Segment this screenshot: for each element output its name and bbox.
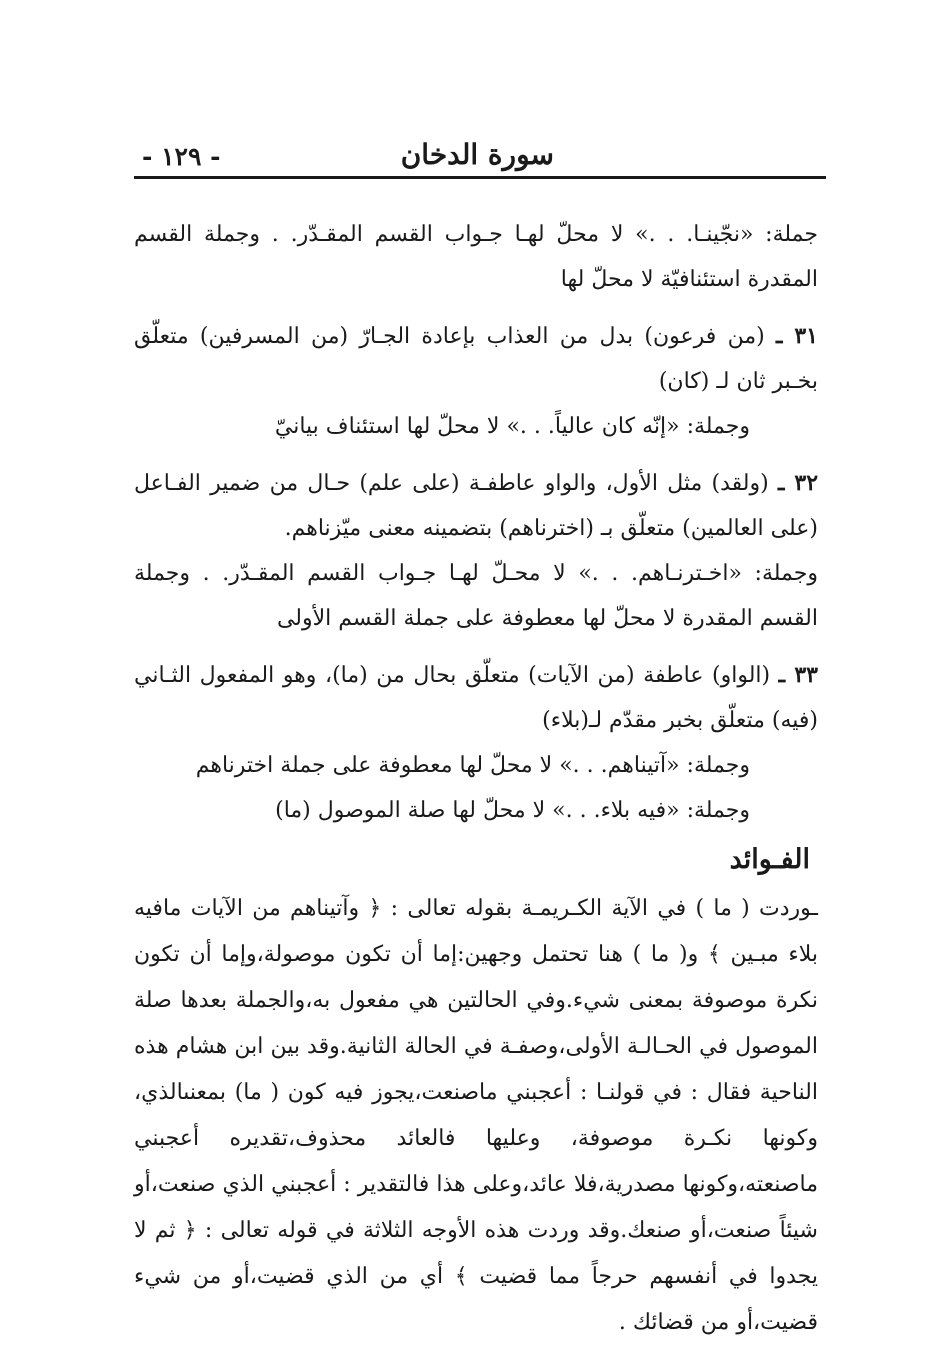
- paragraph-jumla-najjaina: جملة: «نجّينـا. . .» لا محلّ لهـا جـواب القسم المقـدّر. . وجملة القسم المقدرة استئنافيّة لا محلّ لها: [134, 222, 818, 292]
- entry-text: (ولقد) مثل الأول، والواو عاطفـة (على علم) حـال من ضمير الفـاعل (على العالمين) متعلّق بـ (اخترناهم) بتضمينه معنى ميّزناهم.: [134, 471, 818, 541]
- page-number: - ١٢٩ -: [142, 142, 221, 171]
- entry-31-jumla: وجملة: «إنّه كان عالياً. . .» لا محلّ لها استئناف بيانيّ: [274, 414, 750, 439]
- entry-32-jumla: وجملة: «اخـترنـاهم. . .» لا محـلّ لهـا جـواب القسم المقـدّر. . وجملة القسم المقدرة لا محلّ لها معطوفة على جملة القسم الأولى: [134, 561, 818, 631]
- entry-32: [134, 461, 818, 551]
- page-header: [134, 132, 826, 176]
- entry-31: [134, 314, 818, 404]
- entry-number: ٣٣ ـ: [778, 662, 818, 688]
- entry-number: ٣١ ـ: [775, 323, 818, 349]
- entry-text: (من فرعون) بدل من العذاب بإعادة الجـارّ (من المسرفين) متعلّق بخـبر ثان لـ (كان): [134, 324, 818, 394]
- header-rule: [134, 176, 826, 179]
- entry-text: (الواو) عاطفة (من الآيات) متعلّق بحال من (ما)، وهو المفعول الثـاني (فيه) متعلّق بخبر مقدّم لـ(بلاء): [134, 663, 818, 733]
- surah-title: سورة الدخان: [400, 138, 554, 171]
- entry-33-jumla-1: وجملة: «آتيناهم. . .» لا محلّ لها معطوفة على جملة اخترناهم: [195, 753, 750, 778]
- page-body: [134, 212, 818, 1346]
- fawaid-heading: الفـوائد: [729, 844, 810, 875]
- entry-number: ٣٢ ـ: [778, 470, 819, 496]
- entry-33: [134, 653, 818, 743]
- fawaid-paragraph: ـوردت ( ما ) في الآية الكـريمـة بقوله تعالى : ﴿ وآتيناهم من الآيات مافيه بلاء مبـين ﴾ و( ما ) هنا تحتمل وجهين:إما أن تكون موصولة،وإما أن تكون نكرة موصوفة بمعنى شيء.وفي الحالتين هي مفعول به،والجملة بعدها صلة الموصول في الحـالـة الأولى،وصفـة في الحالة الثانية.وقد بين ابن هشام هذه الناحية فقال : في قولنـا : أعجبني ماصنعت،يجوز فيه كون ( ما) بمعنىالذي، وكونها نكـرة موصوفة، وعليها فالعائد محذوف،تقديره أعجبني ماصنعته،وكونها مصدرية،فلا عائد،وعلى هذا فالتقدير : أعجبني الذي صنعت،أو شيئاً صنعت،أو صنعك.وقد وردت هذه الأوجه الثلاثة في قوله تعالى : ﴿ ثم لا يجدوا في أنفسهم حرجاً مما قضيت ﴾ أي من الذي قضيت،أو من شيء قضيت،أو من قضائك .: [134, 896, 818, 1335]
- entry-33-jumla-2: وجملة: «فيه بلاء. . .» لا محلّ لها صلة الموصول (ما): [275, 798, 750, 823]
